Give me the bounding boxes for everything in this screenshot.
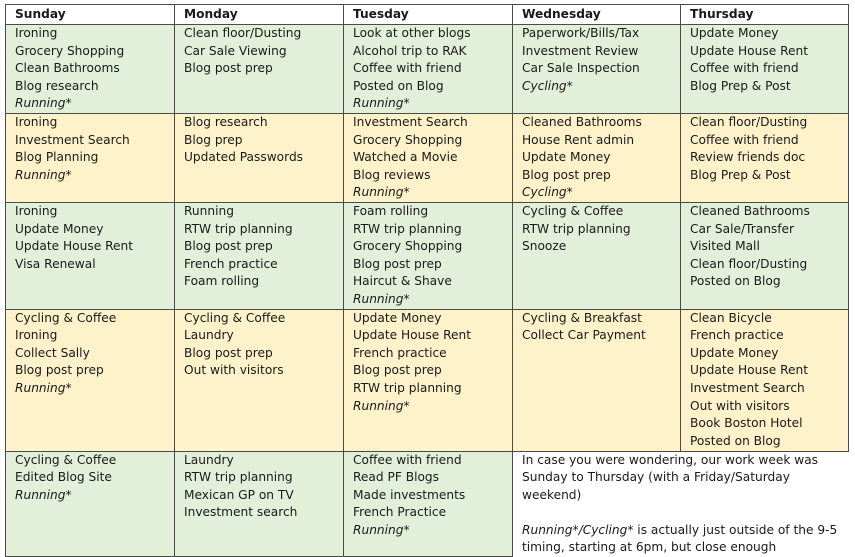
task-entry: Clean floor/Dusting xyxy=(690,256,808,271)
task-entry: RTW trip planning xyxy=(353,380,462,395)
task-entry: Running xyxy=(184,204,234,218)
task-entry: Ironing xyxy=(15,328,58,343)
footnote xyxy=(513,451,849,557)
day-cell-wednesday xyxy=(513,114,681,203)
task-entry: Cleaned Bathrooms xyxy=(690,204,810,218)
task-entry: Update House Rent xyxy=(690,43,809,58)
task-entry: Collect Sally xyxy=(15,345,90,360)
task-entry: Foam rolling xyxy=(184,274,260,289)
task-entry: Blog reviews xyxy=(353,167,431,182)
task-entry: Coffee with friend xyxy=(353,61,462,76)
footnote-italic: Running*/Cycling* xyxy=(522,522,634,537)
task-entry: Laundry xyxy=(184,328,234,343)
header-tuesday: Tuesday xyxy=(344,5,513,25)
task-entry: Blog Planning xyxy=(15,150,99,165)
task-entry: Ironing xyxy=(15,115,58,129)
task-entry: Blog post prep xyxy=(184,61,273,76)
task-entry: French practice xyxy=(353,345,447,360)
task-entry: Running* xyxy=(15,487,72,502)
header-row xyxy=(6,5,849,25)
day-cell-sunday xyxy=(6,309,175,451)
task-entry: Haircut & Shave xyxy=(353,274,452,289)
task-entry: Running* xyxy=(15,380,72,395)
task-entry: Update Money xyxy=(522,150,611,165)
task-entry: Clean Bathrooms xyxy=(15,61,120,76)
task-entry: Car Sale Inspection xyxy=(522,61,640,76)
footnote-line: In case you were wondering, our work week was xyxy=(522,452,819,467)
header-sunday: Sunday xyxy=(6,5,175,25)
task-entry: Running* xyxy=(353,398,410,413)
task-entry: Update House Rent xyxy=(15,239,134,254)
task-entry: Read PF Blogs xyxy=(353,470,440,485)
task-entry: Cleaned Bathrooms xyxy=(522,115,642,129)
day-cell-monday xyxy=(175,25,344,114)
task-entry: Car Sale Viewing xyxy=(184,43,287,58)
day-cell-wednesday xyxy=(513,309,681,451)
task-entry: Update Money xyxy=(690,26,779,40)
task-entry: Paperwork/Bills/Tax xyxy=(522,26,640,40)
day-cell-wednesday xyxy=(513,203,681,310)
task-entry: Update House Rent xyxy=(353,328,472,343)
task-entry: French Practice xyxy=(353,505,447,520)
task-entry: Out with visitors xyxy=(690,398,790,413)
day-cell-monday xyxy=(175,309,344,451)
task-entry: Blog research xyxy=(184,115,268,129)
day-cell-wednesday xyxy=(513,25,681,114)
task-entry: Running* xyxy=(15,167,72,182)
footnote-line: timing, starting at 6pm, but close enough xyxy=(522,540,777,555)
day-cell-thursday xyxy=(681,114,849,203)
day-cell-sunday xyxy=(6,451,175,557)
week-row xyxy=(6,25,849,114)
task-entry: Made investments xyxy=(353,487,466,502)
task-entry: Laundry xyxy=(184,452,234,467)
task-entry: RTW trip planning xyxy=(184,221,293,236)
header-thursday: Thursday xyxy=(681,5,849,25)
task-entry: Grocery Shopping xyxy=(353,239,463,254)
schedule-body xyxy=(6,25,849,557)
footnote-gap xyxy=(522,504,849,522)
task-entry: Blog post prep xyxy=(184,239,273,254)
task-entry: Collect Car Payment xyxy=(522,328,646,343)
task-entry: Cycling & Coffee xyxy=(15,452,117,467)
task-entry: Cycling* xyxy=(522,78,573,93)
task-entry: Cycling & Breakfast xyxy=(522,310,642,325)
day-cell-tuesday xyxy=(344,203,513,310)
task-entry: Visited Mall xyxy=(690,239,760,254)
task-entry: Blog post prep xyxy=(353,256,442,271)
task-entry: Blog Prep & Post xyxy=(690,167,791,182)
task-entry: Watched a Movie xyxy=(353,150,458,165)
day-cell-sunday xyxy=(6,114,175,203)
task-entry: Posted on Blog xyxy=(690,274,781,289)
task-entry: Foam rolling xyxy=(353,204,429,218)
task-entry: Coffee with friend xyxy=(690,132,799,147)
task-entry: Blog post prep xyxy=(15,363,104,378)
task-entry: Running* xyxy=(353,291,410,306)
week-row xyxy=(6,451,849,557)
task-entry: Blog prep xyxy=(184,132,243,147)
task-entry: RTW trip planning xyxy=(522,221,631,236)
task-entry: Update Money xyxy=(690,345,779,360)
day-cell-monday xyxy=(175,114,344,203)
task-entry: Blog post prep xyxy=(184,345,273,360)
day-cell-thursday xyxy=(681,25,849,114)
task-entry: Update Money xyxy=(353,310,442,325)
week-row xyxy=(6,309,849,451)
task-entry: RTW trip planning xyxy=(353,221,462,236)
task-entry: Updated Passwords xyxy=(184,150,304,165)
task-entry: Mexican GP on TV xyxy=(184,487,294,502)
task-entry: Grocery Shopping xyxy=(353,132,463,147)
task-entry: Coffee with friend xyxy=(353,452,462,467)
task-entry: Ironing xyxy=(15,204,58,218)
task-entry: Cycling & Coffee xyxy=(522,204,624,218)
task-entry: Out with visitors xyxy=(184,363,284,378)
weekly-schedule-table xyxy=(5,4,849,557)
day-cell-tuesday xyxy=(344,451,513,557)
task-entry: French practice xyxy=(690,328,784,343)
task-entry: Clean Bicycle xyxy=(690,310,772,325)
task-entry: Book Boston Hotel xyxy=(690,416,803,431)
week-row xyxy=(6,203,849,310)
day-cell-tuesday xyxy=(344,309,513,451)
day-cell-sunday xyxy=(6,25,175,114)
task-entry: Investment Search xyxy=(690,380,805,395)
day-cell-sunday xyxy=(6,203,175,310)
task-entry: Running* xyxy=(353,185,410,200)
task-entry: Investment Search xyxy=(353,115,468,129)
task-entry: Running* xyxy=(353,522,410,537)
task-entry: Grocery Shopping xyxy=(15,43,125,58)
task-entry: Investment Review xyxy=(522,43,639,58)
task-entry: Coffee with friend xyxy=(690,61,799,76)
footnote-line: Sunday to Thursday (with a Friday/Saturday weekend) xyxy=(522,470,790,502)
task-entry: Update House Rent xyxy=(690,363,809,378)
day-cell-tuesday xyxy=(344,25,513,114)
task-entry: Blog Prep & Post xyxy=(690,78,791,93)
task-entry: Cycling & Coffee xyxy=(184,310,286,325)
task-entry: Look at other blogs xyxy=(353,26,471,40)
task-entry: Blog post prep xyxy=(522,167,611,182)
task-entry: RTW trip planning xyxy=(184,470,293,485)
task-entry: French practice xyxy=(184,256,278,271)
task-entry: Clean floor/Dusting xyxy=(690,115,808,129)
header-wednesday: Wednesday xyxy=(513,5,681,25)
task-entry: Review friends doc xyxy=(690,150,806,165)
task-entry: Snooze xyxy=(522,239,567,254)
footnote-line xyxy=(522,522,849,540)
task-entry: Cycling & Coffee xyxy=(15,310,117,325)
task-entry: Edited Blog Site xyxy=(15,470,112,485)
task-entry: Clean floor/Dusting xyxy=(184,26,302,40)
task-entry: Posted on Blog xyxy=(690,433,781,448)
task-entry: Visa Renewal xyxy=(15,256,96,271)
task-entry: House Rent admin xyxy=(522,132,635,147)
week-row xyxy=(6,114,849,203)
task-entry: Cycling* xyxy=(522,185,573,200)
task-entry: Alcohol trip to RAK xyxy=(353,43,467,58)
task-entry: Blog research xyxy=(15,78,99,93)
footnote-rest: is actually just outside of the 9-5 xyxy=(633,522,838,537)
day-cell-thursday xyxy=(681,309,849,451)
task-entry: Running* xyxy=(353,96,410,111)
task-entry: Ironing xyxy=(15,26,58,40)
task-entry: Update Money xyxy=(15,221,104,236)
day-cell-thursday xyxy=(681,203,849,310)
day-cell-monday xyxy=(175,203,344,310)
task-entry: Investment Search xyxy=(15,132,130,147)
task-entry: Car Sale/Transfer xyxy=(690,221,795,236)
task-entry: Posted on Blog xyxy=(353,78,444,93)
task-entry: Blog post prep xyxy=(353,363,442,378)
header-monday: Monday xyxy=(175,5,344,25)
task-entry: Investment search xyxy=(184,505,298,520)
day-cell-monday xyxy=(175,451,344,557)
day-cell-tuesday xyxy=(344,114,513,203)
task-entry: Running* xyxy=(15,96,72,111)
